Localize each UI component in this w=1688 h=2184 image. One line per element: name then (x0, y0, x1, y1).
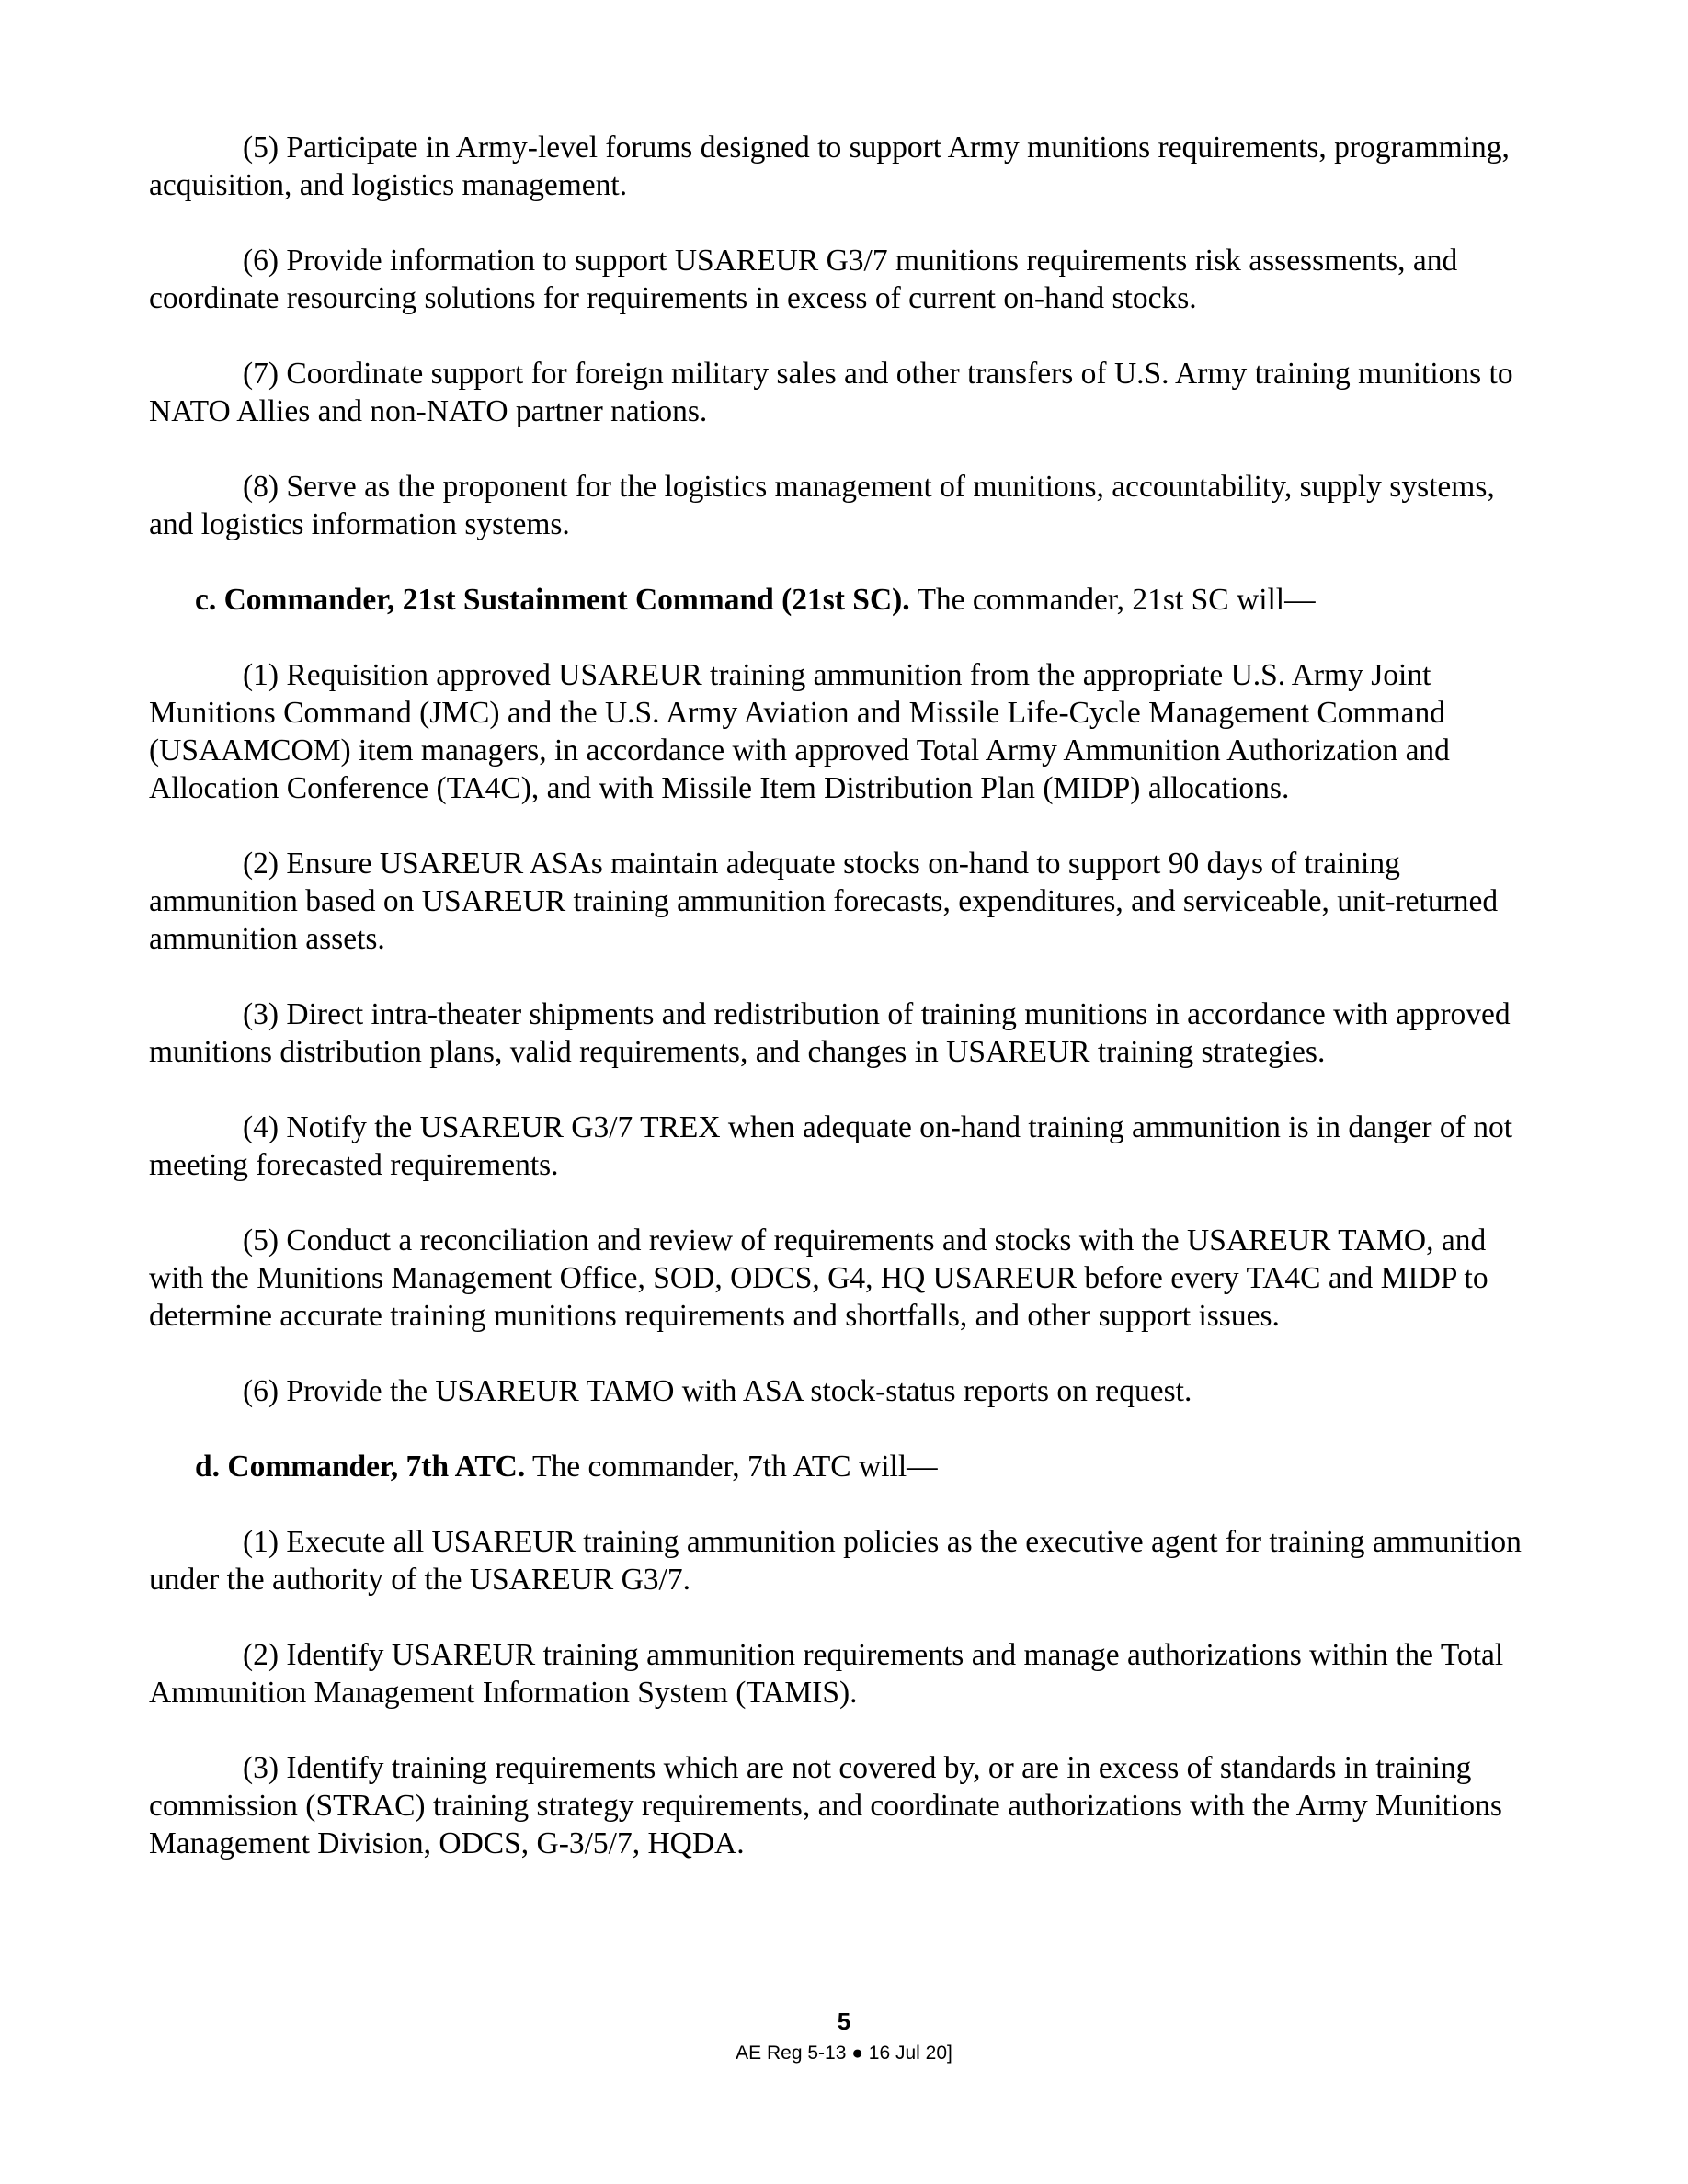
section-c-heading (149, 581, 1539, 619)
paragraph-d2: (2) Identify USAREUR training ammunition requirements and manage authorizations within the Total Ammunition Management Information System (TAMIS). (149, 1638, 1504, 1710)
paragraph-c5: (5) Conduct a reconciliation and review of requirements and stocks with the USAREUR TAMO, and with the Munitions Management Office, SOD, ODCS, G4, HQ USAREUR before every TA4C and MIDP to determine accurate training munitions requirements and shortfalls, and other support issues. (149, 1223, 1488, 1333)
paragraph-b7: (7) Coordinate support for foreign military sales and other transfers of U.S. Army training munitions to NATO Allies and non-NATO partner nations. (149, 357, 1513, 428)
paragraph-b5: (5) Participate in Army-level forums designed to support Army munitions requirements, programming, acquisition, and logistics management. (149, 131, 1510, 202)
paragraph-c4: (4) Notify the USAREUR G3/7 TREX when adequate on-hand training ammunition is in danger of not meeting forecasted requirements. (149, 1110, 1513, 1182)
paragraph-b8: (8) Serve as the proponent for the logistics management of munitions, accountability, supply systems, and logistics information systems. (149, 470, 1495, 541)
page-number: 5 (837, 2008, 851, 2035)
paragraph-d3: (3) Identify training requirements which are not covered by, or are in excess of standards in training commission (STRAC) training strategy requirements, and coordinate authorizations with the Army Munitions Management Division, ODCS, G-3/5/7, HQDA. (149, 1751, 1502, 1860)
paragraph-d1: (1) Execute all USAREUR training ammunition policies as the executive agent for training ammunition under the authority of the USAREUR G3/7. (149, 1525, 1522, 1597)
section-d-intro: The commander, 7th ATC will— (525, 1450, 938, 1484)
footer-regulation: AE Reg 5-13 ● 16 Jul 20] (736, 2042, 952, 2064)
section-c-title: c. Commander, 21st Sustainment Command (21st SC). (195, 583, 910, 617)
paragraph-c3: (3) Direct intra-theater shipments and redistribution of training munitions in accordance with approved munitions distribution plans, valid requirements, and changes in USAREUR training strategies. (149, 997, 1511, 1069)
paragraph-c2: (2) Ensure USAREUR ASAs maintain adequate stocks on-hand to support 90 days of training ammunition based on USAREUR training ammunition forecasts, expenditures, and serviceable, unit-returned ammunition assets. (149, 847, 1499, 956)
paragraph-c6: (6) Provide the USAREUR TAMO with ASA stock-status reports on request. (243, 1374, 1192, 1408)
document-body (149, 129, 1539, 1900)
paragraph-c1: (1) Requisition approved USAREUR training ammunition from the appropriate U.S. Army Joint Munitions Command (JMC) and the U.S. Army Aviation and Missile Life-Cycle Management Command (USAAMCOM) item managers, in accordance with approved Total Army Ammunition Authorization and Allocation Conference (TA4C), and with Missile Item Distribution Plan (MIDP) allocations. (149, 658, 1450, 805)
section-c-intro: The commander, 21st SC will— (909, 583, 1316, 617)
paragraph-b6: (6) Provide information to support USAREUR G3/7 munitions requirements risk assessments, and coordinate resourcing solutions for requirements in excess of current on-hand stocks. (149, 244, 1458, 315)
section-d-title: d. Commander, 7th ATC. (195, 1450, 526, 1484)
section-d-heading (149, 1448, 1539, 1485)
